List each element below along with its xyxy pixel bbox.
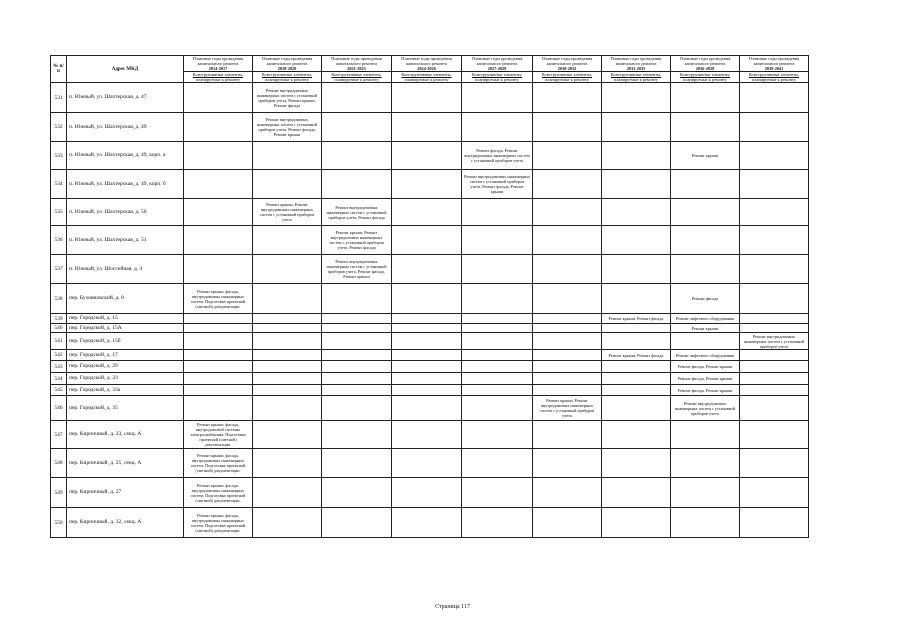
repair-cell (253, 449, 322, 478)
repair-cell (392, 113, 462, 142)
table-row (51, 83, 809, 113)
row-number: 541 (51, 333, 67, 350)
repair-cell (462, 350, 533, 361)
repair-cell (533, 314, 602, 324)
table-row (51, 199, 809, 226)
repair-cell (462, 385, 533, 396)
repair-cell (253, 373, 322, 385)
header-period-title: Плановые годы проведения капитального ремонта (541, 56, 593, 66)
repair-cell (322, 373, 392, 385)
repair-cell (253, 170, 322, 199)
repair-cell (184, 113, 253, 142)
row-number: 537 (51, 255, 67, 284)
row-number: 531 (51, 83, 67, 113)
repair-cell (533, 142, 602, 170)
repair-cell (462, 449, 533, 478)
repair-cell (462, 113, 533, 142)
repair-cell (462, 361, 533, 373)
row-number: 536 (51, 226, 67, 255)
header-period (462, 56, 533, 83)
row-address: п. Южный, ул. Шоссейная, д. 4 (67, 255, 184, 284)
header-period-subtitle: Конструктивные элементы, планируемые к ремонту (322, 71, 391, 82)
repair-cell (740, 170, 809, 199)
repair-cell (184, 396, 253, 421)
repair-cell: Ремонт внутридомовых инженерных систем с установкой приборов учета, Ремонт фасада (322, 199, 392, 226)
repair-cell: Ремонт крыши, Ремонт фасада (602, 314, 671, 324)
row-number: 543 (51, 361, 67, 373)
repair-cell: Ремонт фасада, Ремонт внутридомовых инженерных систем с установкой приборов учета (462, 142, 533, 170)
repair-cell (392, 361, 462, 373)
table-row (51, 385, 809, 396)
repair-cell (671, 449, 740, 478)
repair-cell (533, 199, 602, 226)
repair-cell (184, 314, 253, 324)
repair-cell (602, 361, 671, 373)
repair-cell (671, 226, 740, 255)
repair-cell (740, 350, 809, 361)
repair-cell (392, 83, 462, 113)
repair-cell (740, 373, 809, 385)
repair-cell (322, 350, 392, 361)
table-row (51, 478, 809, 508)
repair-cell (184, 199, 253, 226)
repair-cell (602, 449, 671, 478)
repair-cell (671, 421, 740, 449)
header-period-subtitle: Конструктивные элементы, планируемые к ремонту (602, 71, 670, 82)
capital-repair-table-page (50, 55, 808, 538)
repair-cell (322, 385, 392, 396)
row-number: 533 (51, 142, 67, 170)
repair-cell (671, 333, 740, 350)
repair-cell (462, 333, 533, 350)
repair-cell (392, 385, 462, 396)
repair-cell (322, 170, 392, 199)
row-address: пер. Городской, д. 15А (67, 324, 184, 333)
page-number: Страница 117 (435, 604, 470, 610)
repair-cell (462, 83, 533, 113)
repair-cell (462, 324, 533, 333)
header-period-years: 2039-2041 (764, 66, 784, 71)
row-address: пер. Городской, д. 33 (67, 373, 184, 385)
repair-cell (602, 226, 671, 255)
header-period (392, 56, 462, 83)
header-period-years: 2033-2035 (626, 66, 646, 71)
repair-cell (392, 170, 462, 199)
repair-cell (740, 449, 809, 478)
repair-cell (322, 284, 392, 314)
header-period (322, 56, 392, 83)
repair-cell (322, 361, 392, 373)
repair-cell (253, 314, 322, 324)
repair-cell (184, 361, 253, 373)
repair-cell: Ремонт фасада, Ремонт крыши (671, 373, 740, 385)
repair-cell (533, 361, 602, 373)
repair-cell (253, 350, 322, 361)
repair-cell (462, 396, 533, 421)
repair-cell: Ремонт крыши, фасада, внутридомовой системы электроснабжения. Подготовка проектной (сметной) документации. (184, 421, 253, 449)
header-period-title: Плановые годы проведения капитального ремонта (401, 56, 452, 66)
row-number: 548 (51, 449, 67, 478)
repair-cell (602, 284, 671, 314)
repair-cell (392, 324, 462, 333)
repair-cell (671, 255, 740, 284)
header-period-subtitle: Конструктивные элементы, планируемые к ремонту (671, 71, 739, 82)
repair-cell (392, 373, 462, 385)
repair-cell (602, 142, 671, 170)
repair-cell (533, 508, 602, 538)
repair-cell (392, 255, 462, 284)
repair-cell (184, 255, 253, 284)
row-address: пер. Городской, д. 33а (67, 385, 184, 396)
repair-cell: Ремонт фасада, Ремонт крыши (671, 361, 740, 373)
repair-cell (462, 226, 533, 255)
repair-cell (392, 333, 462, 350)
row-address: пер. Буховновский, д. 8 (67, 284, 184, 314)
header-period (602, 56, 671, 83)
repair-cell (602, 170, 671, 199)
repair-cell (462, 508, 533, 538)
repair-cell (184, 226, 253, 255)
repair-cell (322, 478, 392, 508)
repair-cell (740, 226, 809, 255)
header-period-years: 2018-2020 (277, 66, 297, 71)
repair-cell (322, 113, 392, 142)
repair-cell: Ремонт крыши, Ремонт фасада (602, 350, 671, 361)
repair-cell (602, 508, 671, 538)
repair-cell (392, 284, 462, 314)
repair-cell (740, 421, 809, 449)
repair-cell (740, 508, 809, 538)
row-address: п. Южный, ул. Шахтерская, д. 51 (67, 226, 184, 255)
repair-cell (533, 385, 602, 396)
repair-cell: Ремонт крыши, фасада, внутридомовых инженерных систем. Подготовка проектной (сметной) документации. (184, 449, 253, 478)
repair-cell: Ремонт крыши (671, 324, 740, 333)
table-row (51, 142, 809, 170)
header-address: Адрес МКД (67, 56, 184, 83)
repair-cell: Ремонт крыши, Ремонт внутридомовых инженерных систем с установкой приборов учета (533, 396, 602, 421)
repair-cell (253, 333, 322, 350)
table-row (51, 226, 809, 255)
repair-cell (184, 350, 253, 361)
repair-cell: Ремонт внутридомовых инженерных систем с установкой приборов учета, Ремонт фасада, Ремонт крыши (253, 113, 322, 142)
header-period-title: Плановые годы проведения капитального ремонта (748, 56, 800, 66)
header-period-title: Плановые годы проведения капитального ремонта (471, 56, 523, 66)
table-row (51, 361, 809, 373)
repair-cell (392, 142, 462, 170)
repair-cell (602, 478, 671, 508)
header-period-title: Плановые годы проведения капитального ремонта (261, 56, 313, 66)
row-address: пер. Городской, д. 15 (67, 314, 184, 324)
repair-cell (462, 373, 533, 385)
repair-cell (184, 83, 253, 113)
row-address: пер. Городской, д. 15б (67, 333, 184, 350)
header-period-years: 2030-2032 (557, 66, 577, 71)
row-address: п. Южный, ул. Шахтерская, д. 49 (67, 113, 184, 142)
repair-cell (462, 199, 533, 226)
repair-cell (184, 333, 253, 350)
table-row (51, 170, 809, 199)
repair-cell (322, 83, 392, 113)
repair-cell (740, 324, 809, 333)
repair-cell (533, 333, 602, 350)
repair-cell (671, 508, 740, 538)
repair-cell: Ремонт крыши, фасада, внутридомовых инженерных систем. Подготовка проектной (сметной) документации. (184, 478, 253, 508)
repair-cell (671, 478, 740, 508)
repair-cell (533, 350, 602, 361)
table-header (51, 56, 809, 83)
repair-cell (740, 361, 809, 373)
repair-cell (671, 199, 740, 226)
repair-cell: Ремонт внутридомовых инженерных систем с установкой приборов учета (671, 396, 740, 421)
repair-cell (253, 508, 322, 538)
repair-cell (533, 284, 602, 314)
header-period-years: 2027-2029 (487, 66, 507, 71)
repair-cell (533, 255, 602, 284)
repair-cell (740, 396, 809, 421)
row-number: 544 (51, 373, 67, 385)
repair-cell (184, 170, 253, 199)
row-address: п. Южный, ул. Шахтерская, д. 47 (67, 83, 184, 113)
repair-cell (462, 421, 533, 449)
repair-cell (740, 385, 809, 396)
table-row (51, 421, 809, 449)
header-period-subtitle: Конструктивные элементы, планируемые к ремонту (253, 71, 321, 82)
table-body (51, 83, 809, 538)
row-number: 538 (51, 284, 67, 314)
repair-cell (392, 226, 462, 255)
repair-cell: Ремонт внутридомовых инженерных систем с установкой приборов учета, Ремонт фасада, Ремонт крыши (462, 170, 533, 199)
repair-cell (740, 142, 809, 170)
header-num: № п/п (51, 56, 67, 83)
header-period-subtitle: Конструктивные элементы, планируемые к ремонту (392, 71, 461, 82)
repair-cell (740, 199, 809, 226)
table-row (51, 333, 809, 350)
header-period (184, 56, 253, 83)
repair-cell (602, 421, 671, 449)
row-number: 549 (51, 478, 67, 508)
repair-cell: Ремонт внутридомовых инженерных систем с установкой приборов учета, Ремонт фасада, Ремонт крыши (322, 255, 392, 284)
repair-cell (602, 83, 671, 113)
repair-cell (533, 449, 602, 478)
repair-cell: Ремонт внутридомовых инженерных систем с установкой приборов учета (740, 333, 809, 350)
row-address: п. Южный, ул. Шахтерская, д. 49, корп. а (67, 142, 184, 170)
repair-cell (533, 170, 602, 199)
repair-cell (602, 324, 671, 333)
row-number: 535 (51, 199, 67, 226)
row-address: п. Южный, ул. Шахтерская, д. 49, корп. б (67, 170, 184, 199)
row-number: 532 (51, 113, 67, 142)
repair-cell (740, 478, 809, 508)
repair-cell (602, 396, 671, 421)
row-address: пер. Кирпичный, д. 27 (67, 478, 184, 508)
header-period-years: 2021-2023 (347, 66, 366, 71)
repair-cell (671, 170, 740, 199)
repair-cell (602, 199, 671, 226)
row-number: 539 (51, 314, 67, 324)
repair-cell (740, 255, 809, 284)
repair-cell (392, 478, 462, 508)
repair-cell (392, 314, 462, 324)
table-row (51, 373, 809, 385)
repair-cell (392, 350, 462, 361)
repair-cell (184, 142, 253, 170)
repair-cell (462, 314, 533, 324)
table-row (51, 449, 809, 478)
repair-cell (740, 113, 809, 142)
repair-cell (253, 142, 322, 170)
repair-cell (253, 478, 322, 508)
header-period-title: Плановые годы проведения капитального ремонта (610, 56, 662, 66)
repair-cell (740, 284, 809, 314)
repair-cell (533, 226, 602, 255)
row-number: 550 (51, 508, 67, 538)
repair-cell (671, 113, 740, 142)
repair-cell (322, 142, 392, 170)
row-number: 545 (51, 385, 67, 396)
header-period (671, 56, 740, 83)
table-row (51, 113, 809, 142)
row-address: пер. Кирпичный, д. 23, секц. А (67, 421, 184, 449)
header-period-subtitle: Конструктивные элементы, планируемые к ремонту (533, 71, 601, 82)
repair-cell (184, 324, 253, 333)
header-period (533, 56, 602, 83)
repair-cell (184, 373, 253, 385)
repair-cell (253, 226, 322, 255)
repair-cell: Ремонт фасада (671, 284, 740, 314)
repair-cell (602, 255, 671, 284)
row-number: 546 (51, 396, 67, 421)
repair-cell: Ремонт крыши, фасада, внутридомовых инженерных систем. Подготовка проектной (сметной) документации. (184, 508, 253, 538)
repair-cell (462, 478, 533, 508)
repair-cell (462, 255, 533, 284)
table-row (51, 350, 809, 361)
repair-cell (602, 373, 671, 385)
repair-cell (533, 373, 602, 385)
repair-cell (392, 421, 462, 449)
repair-cell (322, 421, 392, 449)
repair-cell (533, 113, 602, 142)
header-period-subtitle: Конструктивные элементы, планируемые к ремонту (462, 71, 532, 82)
repair-cell: Ремонт крыши, Ремонт внутридомовых инженерных систем с установкой приборов учета, Ремонт фасада (322, 226, 392, 255)
table-row (51, 255, 809, 284)
header-period-years: 2036-2038 (695, 66, 715, 71)
row-address: пер. Городской, д. 35 (67, 396, 184, 421)
row-number: 534 (51, 170, 67, 199)
row-number: 540 (51, 324, 67, 333)
repair-cell (533, 478, 602, 508)
repair-cell: Ремонт фасада, Ремонт крыши (671, 385, 740, 396)
table-row (51, 284, 809, 314)
repair-cell (253, 396, 322, 421)
header-period-title: Плановые годы проведения капитального ремонта (331, 56, 382, 66)
repair-cell (740, 83, 809, 113)
header-period (740, 56, 809, 83)
row-address: пер. Городской, д. 29 (67, 361, 184, 373)
repair-cell (533, 324, 602, 333)
header-period-years: 2024-2026 (417, 66, 436, 71)
header-period-title: Плановые годы проведения капитального ремонта (679, 56, 731, 66)
row-number: 542 (51, 350, 67, 361)
repair-cell (740, 314, 809, 324)
header-period-subtitle: Конструктивные элементы, планируемые к ремонту (184, 71, 252, 82)
repair-schedule-table (50, 55, 809, 538)
repair-cell (184, 385, 253, 396)
repair-cell (671, 83, 740, 113)
repair-cell (392, 396, 462, 421)
header-period (253, 56, 322, 83)
repair-cell (392, 508, 462, 538)
repair-cell (392, 449, 462, 478)
repair-cell (322, 396, 392, 421)
repair-cell (392, 199, 462, 226)
repair-cell (322, 508, 392, 538)
table-row (51, 508, 809, 538)
row-address: пер. Городской, д. 17 (67, 350, 184, 361)
header-period-title: Плановые годы проведения капитального ремонта (192, 56, 244, 66)
repair-cell (602, 113, 671, 142)
repair-cell (322, 314, 392, 324)
repair-cell (322, 324, 392, 333)
repair-cell (533, 83, 602, 113)
repair-cell: Ремонт внутридомовых инженерных систем с установкой приборов учета, Ремонт крыши, Ремонт фасада (253, 83, 322, 113)
repair-cell (602, 385, 671, 396)
repair-cell (253, 284, 322, 314)
repair-cell: Ремонт крыши, Ремонт внутридомовых инженерных систем с установкой приборов учета (253, 199, 322, 226)
repair-cell (322, 333, 392, 350)
table-row (51, 396, 809, 421)
repair-cell: Ремонт крыши (671, 142, 740, 170)
repair-cell (253, 324, 322, 333)
table-row (51, 314, 809, 324)
repair-cell: Ремонт лифтового оборудования (671, 350, 740, 361)
repair-cell (253, 255, 322, 284)
repair-cell (602, 333, 671, 350)
repair-cell (253, 385, 322, 396)
table-row (51, 324, 809, 333)
row-address: п. Южный, ул. Шахтерская, д. 50 (67, 199, 184, 226)
repair-cell (533, 421, 602, 449)
repair-cell: Ремонт лифтового оборудования (671, 314, 740, 324)
row-address: пер. Кирпичный, д. 25, секц. А (67, 449, 184, 478)
header-period-subtitle: Конструктивные элементы, планируемые к ремонту (740, 71, 808, 82)
header-period-years: 2014-2017 (208, 66, 228, 71)
repair-cell (462, 284, 533, 314)
repair-cell (253, 361, 322, 373)
row-address: пер. Кирпичный, д. 32, секц. А (67, 508, 184, 538)
row-number: 547 (51, 421, 67, 449)
repair-cell: Ремонт крыши, фасада, внутридомовых инженерных систем. Подготовка проектной (сметной) документации. (184, 284, 253, 314)
repair-cell (322, 449, 392, 478)
repair-cell (253, 421, 322, 449)
